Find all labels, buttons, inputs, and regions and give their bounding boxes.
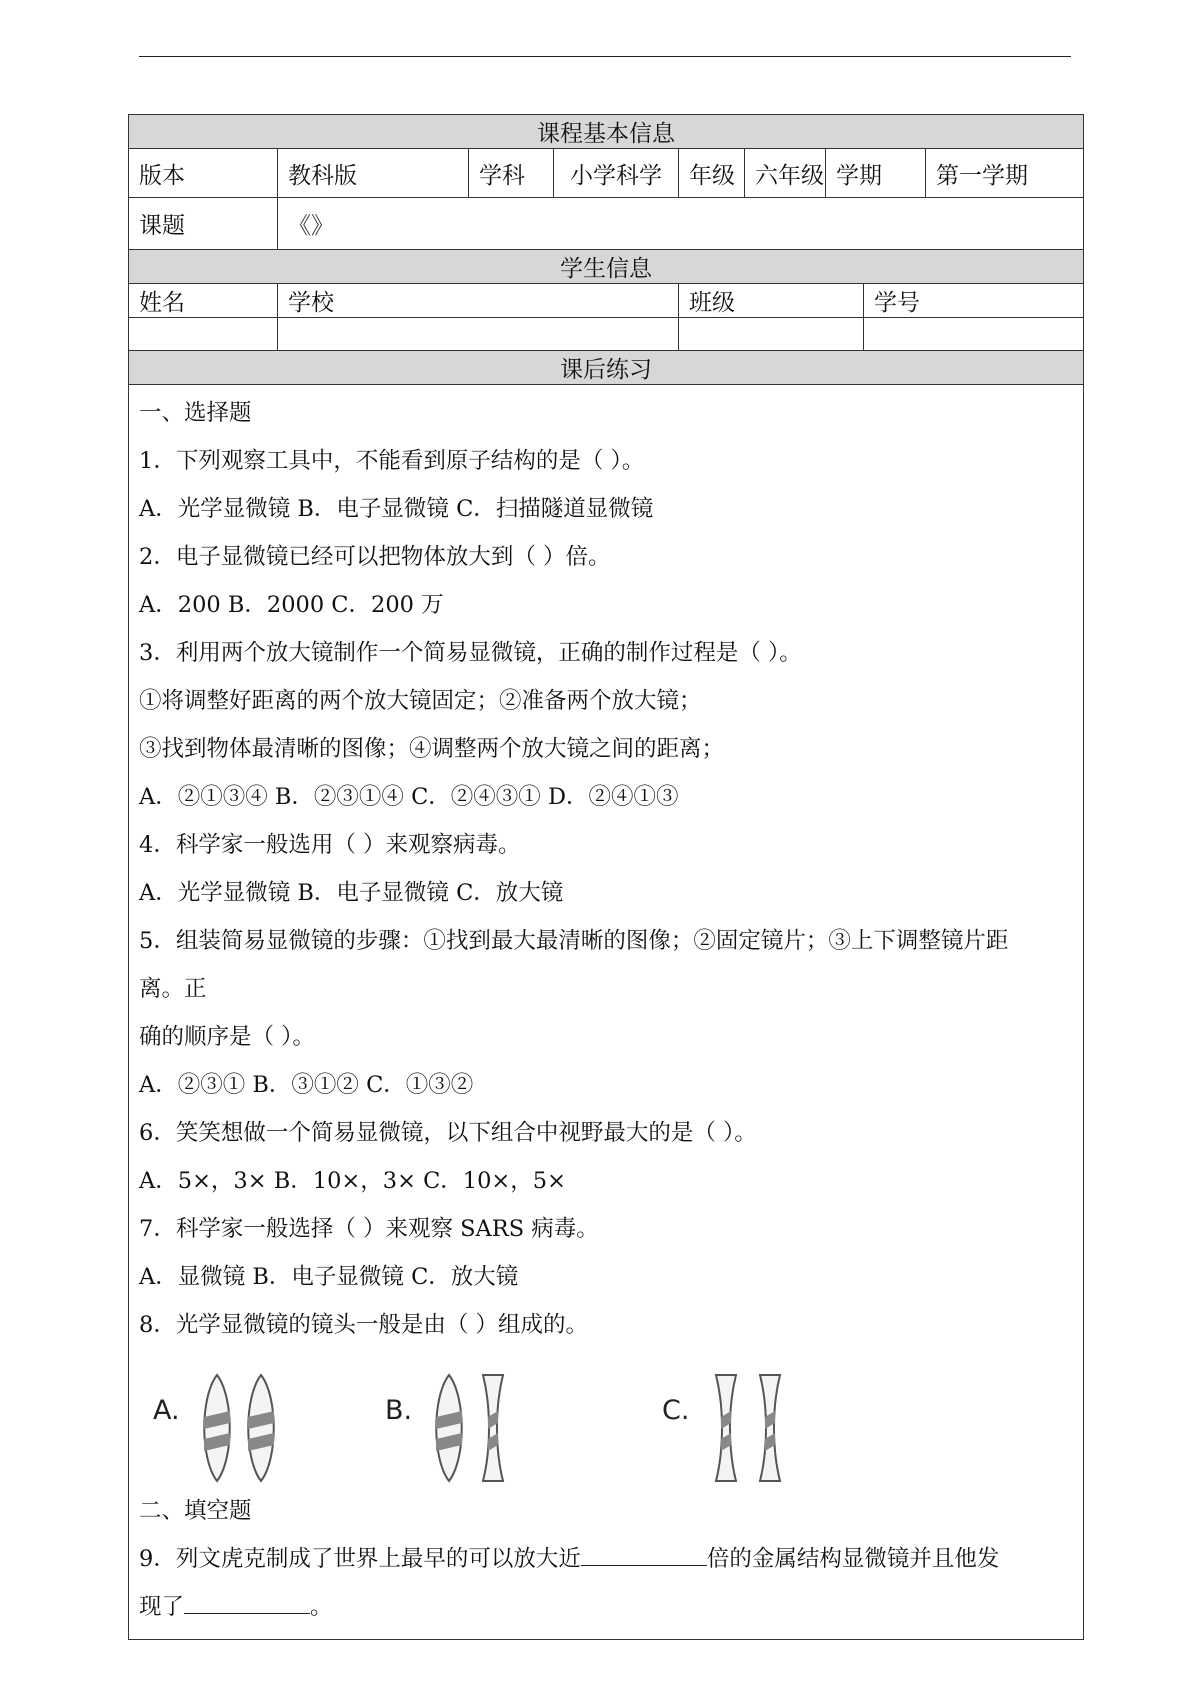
- exercise-body: [129, 385, 1084, 1640]
- class-label: 班级: [679, 284, 864, 318]
- question-line: A．光学显微镜 B．电子显微镜 C．放大镜: [139, 880, 564, 906]
- answer-blank-1[interactable]: [581, 1535, 707, 1566]
- question-line: 确的顺序是（ ）。: [139, 1024, 315, 1050]
- topic-label: 课题: [129, 198, 278, 250]
- convex-lens: [204, 1375, 230, 1481]
- lens-option-label: B.: [385, 1395, 413, 1426]
- grade-value: 六年级: [745, 149, 826, 198]
- question-line: A．②③① B．③①② C．①③②: [139, 1072, 474, 1098]
- answer-blank-2[interactable]: [184, 1583, 310, 1614]
- question-line: 3．利用两个放大镜制作一个简易显微镜，正确的制作过程是（ ）。: [139, 640, 802, 666]
- id-label: 学号: [864, 284, 1084, 318]
- term-value: 第一学期: [926, 149, 1084, 198]
- question-list: [139, 437, 1073, 1349]
- name-field[interactable]: [129, 318, 278, 351]
- concave-lens: [483, 1375, 503, 1481]
- convex-lens: [248, 1375, 274, 1481]
- header-rule: [139, 56, 1071, 57]
- student-info-header: 学生信息: [129, 250, 1084, 284]
- lens-option-label: A.: [153, 1395, 180, 1426]
- lens-option-label: C.: [662, 1395, 690, 1426]
- concave-lens: [716, 1375, 736, 1481]
- school-label: 学校: [278, 284, 679, 318]
- school-field[interactable]: [278, 318, 679, 351]
- question-9-line1: 9．列文虎克制成了世界上最早的可以放大近 倍的金属结构显微镜并且他发: [139, 1535, 1073, 1583]
- grade-label: 年级: [679, 149, 745, 198]
- subject-value: 小学科学: [554, 149, 679, 198]
- question-9-line2: 现了 。: [139, 1583, 1073, 1631]
- subject-label: 学科: [469, 149, 554, 198]
- lens-pair: [698, 1367, 828, 1487]
- question-line: 离。正: [139, 976, 207, 1002]
- question-line: 1．下列观察工具中，不能看到原子结构的是（ ）。: [139, 448, 645, 474]
- section-title-fill: 二、填空题: [139, 1498, 252, 1524]
- topic-value: 《》: [278, 198, 1084, 250]
- question-line: 2．电子显微镜已经可以把物体放大到（ ）倍。: [139, 544, 611, 570]
- question-line: 8．光学显微镜的镜头一般是由（ ）组成的。: [139, 1312, 588, 1338]
- question-line: A．5×，3× B．10×，3× C．10×，5×: [139, 1168, 566, 1194]
- name-label: 姓名: [129, 284, 278, 318]
- question-line: A．②①③④ B．②③①④ C．②④③① D．②④①③: [139, 784, 679, 810]
- question-line: A．200 B．2000 C．200 万: [139, 592, 444, 618]
- edition-value: 教科版: [278, 149, 469, 198]
- lens-diagram: [139, 1367, 1073, 1487]
- question-line: 6．笑笑想做一个简易显微镜，以下组合中视野最大的是（ ）。: [139, 1120, 757, 1146]
- question-line: 4．科学家一般选用（ ）来观察病毒。: [139, 832, 521, 858]
- concave-lens: [760, 1375, 780, 1481]
- worksheet-table: [128, 114, 1084, 1640]
- section-title-choice: 一、选择题: [139, 400, 252, 426]
- convex-lens: [436, 1375, 462, 1481]
- lens-pair: [421, 1367, 551, 1487]
- exercise-header: 课后练习: [129, 351, 1084, 385]
- question-line: ③找到物体最清晰的图像；④调整两个放大镜之间的距离；: [139, 736, 725, 762]
- question-line: A．显微镜 B．电子显微镜 C．放大镜: [139, 1264, 519, 1290]
- id-field[interactable]: [864, 318, 1084, 351]
- question-line: 7．科学家一般选择（ ）来观察 SARS 病毒。: [139, 1216, 599, 1242]
- term-label: 学期: [826, 149, 926, 198]
- course-info-header: 课程基本信息: [129, 115, 1084, 149]
- question-line: 5．组装简易显微镜的步骤：①找到最大最清晰的图像；②固定镜片；③上下调整镜片距: [139, 928, 1009, 954]
- question-line: A．光学显微镜 B．电子显微镜 C．扫描隧道显微镜: [139, 496, 654, 522]
- lens-pair: [189, 1367, 319, 1487]
- class-field[interactable]: [679, 318, 864, 351]
- question-line: ①将调整好距离的两个放大镜固定；②准备两个放大镜；: [139, 688, 702, 714]
- edition-label: 版本: [129, 149, 278, 198]
